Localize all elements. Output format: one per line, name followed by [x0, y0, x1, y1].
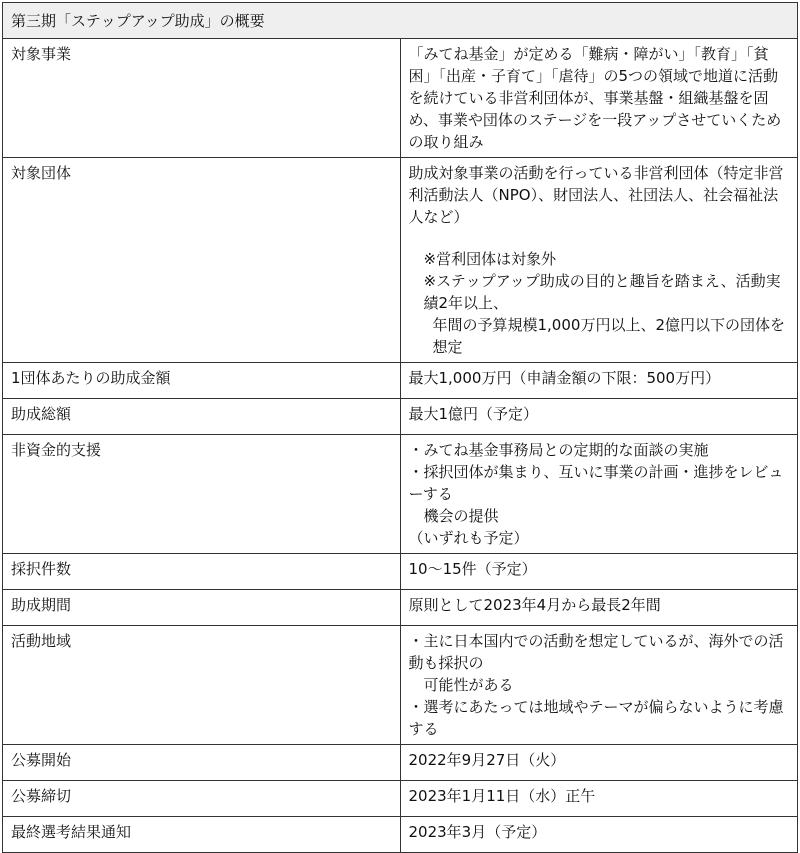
row-value-selection-count: 10〜15件（予定）	[400, 554, 798, 590]
row-label-final-result: 最終選考結果通知	[3, 817, 401, 853]
grant-overview-table	[2, 2, 798, 853]
row-value-activity-region	[400, 626, 798, 745]
row-label-non-financial-support: 非資金的支援	[3, 435, 401, 554]
region-item-1-line2: 可能性がある	[423, 676, 514, 694]
table-header-row	[3, 3, 798, 39]
note-criteria-line2: 年間の予算規模1,000万円以上、2億円以下の団体を想定	[432, 316, 785, 356]
row-value-application-start: 2022年9月27日（火）	[400, 745, 798, 781]
row-label-grant-amount: 1団体あたりの助成金額	[3, 363, 401, 399]
table-row	[3, 363, 798, 399]
row-value-application-deadline: 2023年1月11日（水）正午	[400, 781, 798, 817]
row-label-target-project: 対象事業	[3, 39, 401, 158]
region-item-2: ・選考にあたっては地域やテーマが偏らないように考慮する	[408, 698, 784, 738]
table-row	[3, 435, 798, 554]
row-label-application-deadline: 公募締切	[3, 781, 401, 817]
table-row	[3, 554, 798, 590]
row-value-final-result: 2023年3月（予定）	[400, 817, 798, 853]
table-row	[3, 158, 798, 363]
table-row	[3, 399, 798, 435]
row-label-total-grant: 助成総額	[3, 399, 401, 435]
target-organization-text: 助成対象事業の活動を行っている非営利団体（特定非営利活動法人（NPO）、財団法人、社団法人、社会福祉法人など）	[408, 164, 784, 226]
support-note: （いずれも予定）	[408, 529, 529, 547]
row-label-selection-count: 採択件数	[3, 554, 401, 590]
table-row	[3, 626, 798, 745]
row-label-grant-period: 助成期間	[3, 590, 401, 626]
row-value-grant-amount: 最大1,000万円（申請金額の下限：500万円）	[400, 363, 798, 399]
row-label-activity-region: 活動地域	[3, 626, 401, 745]
region-item-1-line1: ・主に日本国内での活動を想定しているが、海外での活動も採択の	[408, 632, 784, 672]
table-row	[3, 781, 798, 817]
row-value-non-financial-support	[400, 435, 798, 554]
table-title: 第三期「ステップアップ助成」の概要	[3, 3, 798, 39]
row-value-target-organization	[400, 158, 798, 363]
support-item-1: ・みてね基金事務局との定期的な面談の実施	[408, 441, 709, 459]
row-label-target-organization: 対象団体	[3, 158, 401, 363]
table-row	[3, 817, 798, 853]
table-row	[3, 39, 798, 158]
row-value-total-grant: 最大1億円（予定）	[400, 399, 798, 435]
support-item-2-line2: 機会の提供	[423, 507, 499, 525]
note-criteria-line1: ※ステップアップ助成の目的と趣旨を踏まえ、活動実績2年以上、	[423, 272, 781, 312]
spacer	[409, 228, 790, 248]
support-item-2-line1: ・採択団体が集まり、互いに事業の計画・進捗をレビューする	[408, 463, 784, 503]
note-nonprofit-only: ※営利団体は対象外	[423, 250, 557, 268]
row-value-target-project: 「みてね基金」が定める「難病・障がい」「教育」「貧困」「出産・子育て」「虐待」の5つの領域で地道に活動を続けている非営利団体が、事業基盤・組織基盤を固め、事業や団体のステージを一段アップさせていくための取り組み	[400, 39, 798, 158]
row-value-grant-period: 原則として2023年4月から最長2年間	[400, 590, 798, 626]
row-label-application-start: 公募開始	[3, 745, 401, 781]
table-row	[3, 590, 798, 626]
